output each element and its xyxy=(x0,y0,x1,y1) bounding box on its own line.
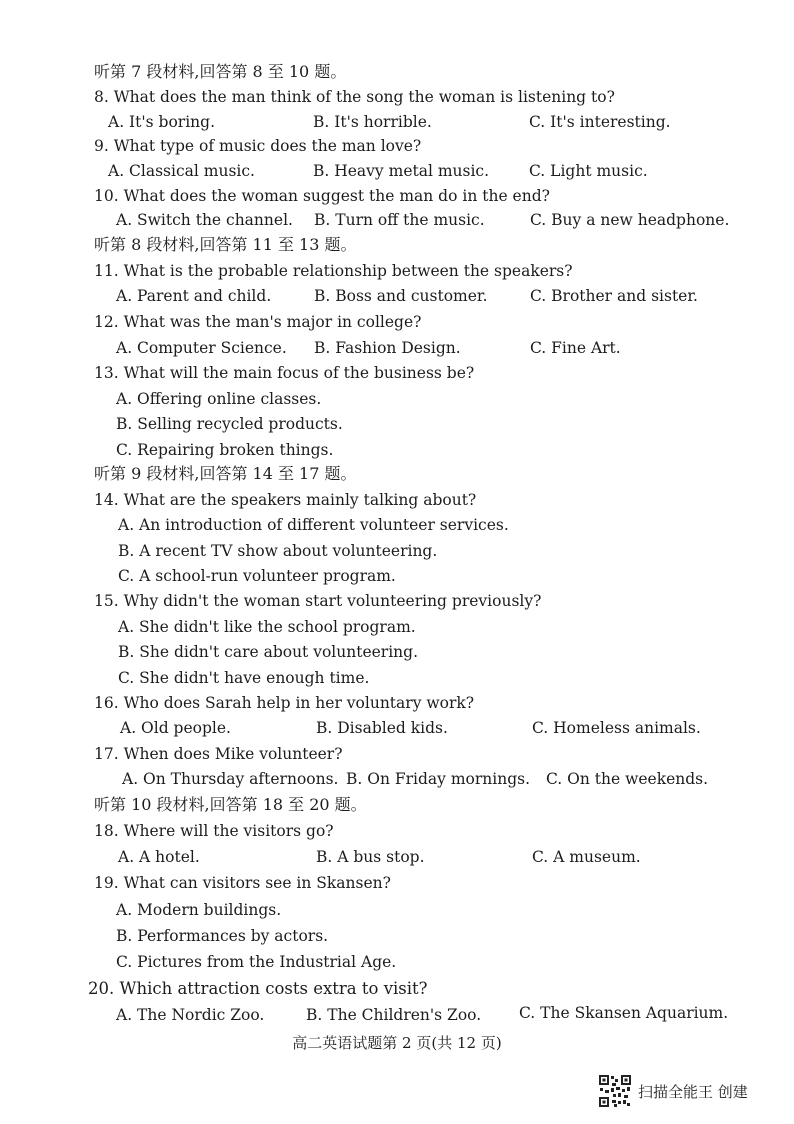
question-16: 16. Who does Sarah help in her voluntary work? xyxy=(94,694,475,712)
page-footer: 高二英语试题第 2 页(共 12 页) xyxy=(292,1034,502,1052)
option-13b: B. Selling recycled products. xyxy=(116,415,343,433)
option-8a: A. It's boring. xyxy=(108,113,215,131)
question-11: 11. What is the probable relationship between the speakers? xyxy=(94,262,573,280)
option-13c: C. Repairing broken things. xyxy=(116,441,334,459)
option-8b: B. It's horrible. xyxy=(313,113,432,131)
option-14b: B. A recent TV show about volunteering. xyxy=(118,542,438,560)
question-8: 8. What does the man think of the song the woman is listening to? xyxy=(94,88,615,106)
option-17b: B. On Friday mornings. xyxy=(346,770,530,788)
option-12b: B. Fashion Design. xyxy=(314,339,461,357)
option-11c: C. Brother and sister. xyxy=(530,287,698,305)
option-18c: C. A museum. xyxy=(532,848,641,866)
option-16a: A. Old people. xyxy=(120,719,231,737)
scanner-label: 扫描全能王 创建 xyxy=(638,1082,748,1101)
option-11a: A. Parent and child. xyxy=(116,287,272,305)
question-17: 17. When does Mike volunteer? xyxy=(94,745,343,763)
option-19c: C. Pictures from the Industrial Age. xyxy=(116,953,397,971)
question-14: 14. What are the speakers mainly talking about? xyxy=(94,491,477,509)
option-20a: A. The Nordic Zoo. xyxy=(116,1006,265,1024)
option-19a: A. Modern buildings. xyxy=(116,901,282,919)
option-9b: B. Heavy metal music. xyxy=(313,162,490,180)
section-header: 听第 10 段材料,回答第 18 至 20 题。 xyxy=(94,795,367,814)
scanner-watermark xyxy=(598,1074,748,1108)
option-20b: B. The Children's Zoo. xyxy=(306,1006,482,1024)
option-12a: A. Computer Science. xyxy=(116,339,287,357)
question-18: 18. Where will the visitors go? xyxy=(94,822,334,840)
option-8c: C. It's interesting. xyxy=(529,113,671,131)
option-10b: B. Turn off the music. xyxy=(314,211,485,229)
question-19: 19. What can visitors see in Skansen? xyxy=(94,874,391,892)
option-19b: B. Performances by actors. xyxy=(116,927,329,945)
qr-code-icon xyxy=(598,1074,632,1108)
section-header: 听第 9 段材料,回答第 14 至 17 题。 xyxy=(94,464,357,483)
section-header: 听第 8 段材料,回答第 11 至 13 题。 xyxy=(94,235,357,254)
option-18a: A. A hotel. xyxy=(118,848,200,866)
option-15c: C. She didn't have enough time. xyxy=(118,669,370,687)
option-18b: B. A bus stop. xyxy=(316,848,425,866)
question-9: 9. What type of music does the man love? xyxy=(94,137,422,155)
option-17c: C. On the weekends. xyxy=(546,770,709,788)
option-16b: B. Disabled kids. xyxy=(316,719,448,737)
section-header: 听第 7 段材料,回答第 8 至 10 题。 xyxy=(94,62,347,81)
option-16c: C. Homeless animals. xyxy=(532,719,701,737)
question-12: 12. What was the man's major in college? xyxy=(94,313,422,331)
question-10: 10. What does the woman suggest the man do in the end? xyxy=(94,187,550,205)
option-14c: C. A school-run volunteer program. xyxy=(118,567,396,585)
option-15b: B. She didn't care about volunteering. xyxy=(118,643,418,661)
option-12c: C. Fine Art. xyxy=(530,339,621,357)
option-11b: B. Boss and customer. xyxy=(314,287,488,305)
option-20c: C. The Skansen Aquarium. xyxy=(519,1004,729,1022)
option-10a: A. Switch the channel. xyxy=(116,211,293,229)
question-15: 15. Why didn't the woman start volunteering previously? xyxy=(94,592,542,610)
question-20: 20. Which attraction costs extra to visit? xyxy=(88,979,428,998)
option-14a: A. An introduction of different volunteer services. xyxy=(118,516,509,534)
option-15a: A. She didn't like the school program. xyxy=(118,618,416,636)
option-9a: A. Classical music. xyxy=(108,162,255,180)
option-10c: C. Buy a new headphone. xyxy=(530,211,730,229)
option-17a: A. On Thursday afternoons. xyxy=(122,770,339,788)
question-13: 13. What will the main focus of the business be? xyxy=(94,364,475,382)
option-9c: C. Light music. xyxy=(529,162,648,180)
option-13a: A. Offering online classes. xyxy=(116,390,322,408)
